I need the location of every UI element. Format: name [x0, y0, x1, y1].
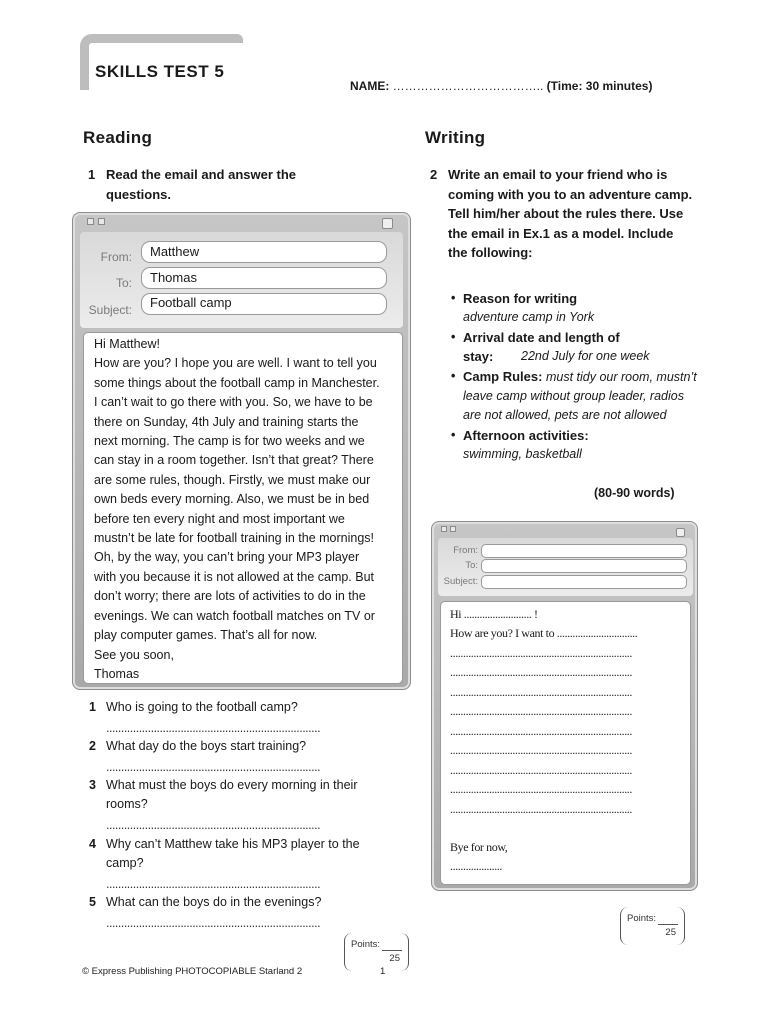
from-field[interactable]: [481, 544, 687, 558]
points-divider: [658, 924, 678, 925]
question-text: What must the boys do every morning in their rooms?: [106, 778, 358, 811]
bullet-heading: • Afternoon activities:: [463, 427, 589, 443]
bullet-heading: • Arrival date and length of stay:: [463, 329, 620, 365]
writing-closing[interactable]: Bye for now,: [450, 840, 508, 854]
subject-field[interactable]: Football camp: [141, 293, 387, 315]
email-body-text: Hi Matthew! How are you? I hope you are well. I want to tell you some things about the football camp in Manchester. I can’t wait to go there with you. So, we have to be there on Sunday, 4th July and training starts the next morning. The camp is for two weeks and we can stay in a room together. Isn’t that great? There are some rules, though. Firstly, we must make our own beds every morning. Also, we must be in bed before ten every night and most important we mustn’t be late for football training in the mornings! Oh, by the way, you can’t bring your MP3 player with you because it is not allowed at the camp. But don’t worry; there are lots of activities to do in the evenings. We can watch football matches on TV or play computer games. That’s all for now. See you soon, Thomas: [94, 337, 380, 681]
writing-task: [430, 165, 700, 285]
points-label: Points:: [627, 913, 657, 924]
name-line: [350, 79, 652, 93]
question-number: 1: [89, 700, 96, 714]
writing-line[interactable]: ......................................................................: [450, 665, 633, 679]
list-item: [451, 426, 696, 465]
bullet-text: [463, 367, 698, 426]
question-number: 4: [89, 837, 96, 851]
window-control-icon: [441, 526, 447, 532]
task-text: Write an email to your friend who is coming with you to an adventure camp. Tell him/her about the rules there. Use the email in Ex.1 as a model. Include the following:: [448, 167, 693, 260]
task-text: Read the email and answer the questions.: [106, 167, 297, 202]
subject-label: Subject:: [88, 303, 132, 317]
to-label: To:: [465, 560, 478, 571]
question-number: 2: [89, 739, 96, 753]
writing-line[interactable]: ......................................................................: [450, 646, 633, 660]
to-field[interactable]: [481, 559, 687, 573]
points-box-writing: [620, 907, 685, 945]
question-text: Why can’t Matthew take his MP3 player to the camp?: [106, 837, 360, 870]
writing-line[interactable]: How are you? I want to ...............................: [450, 626, 638, 640]
reading-heading: Reading: [83, 128, 153, 147]
writing-heading: Writing: [425, 128, 486, 147]
question-number: 5: [89, 895, 96, 909]
question-text: What day do the boys start training?: [106, 739, 307, 753]
question-text: Who is going to the football camp?: [106, 700, 298, 714]
to-field[interactable]: Thomas: [141, 267, 387, 289]
list-item: [451, 328, 696, 367]
requirements-list: [451, 289, 696, 465]
list-item: [451, 289, 696, 328]
answer-line[interactable]: ........................................................................: [106, 721, 321, 735]
window-control-icon: [450, 526, 456, 532]
subject-field[interactable]: [481, 575, 687, 589]
list-item: [451, 367, 696, 426]
writing-signature-line[interactable]: ....................: [450, 859, 503, 873]
writing-line[interactable]: ......................................................................: [450, 782, 633, 796]
time-limit: (Time: 30 minutes): [546, 79, 653, 93]
points-total: 25: [389, 953, 400, 964]
page-number: 1: [380, 966, 386, 977]
task-number: 1: [88, 167, 96, 182]
writing-line[interactable]: ......................................................................: [450, 724, 633, 738]
writing-line[interactable]: ......................................................................: [450, 743, 633, 757]
bullet-detail: 22nd July for one week: [521, 349, 650, 364]
bullet-detail: adventure camp in York: [463, 310, 595, 325]
word-count: (80-90 words): [594, 486, 675, 500]
from-label: From:: [100, 250, 132, 264]
answer-line[interactable]: ........................................................................: [106, 877, 321, 891]
question-number: 3: [89, 778, 96, 792]
points-label: Points:: [351, 939, 381, 950]
answer-line[interactable]: ........................................................................: [106, 916, 321, 930]
writing-line[interactable]: ......................................................................: [450, 685, 633, 699]
answer-line[interactable]: ........................................................................: [106, 818, 321, 832]
bullet-detail: swimming, basketball: [463, 447, 582, 462]
writing-line[interactable]: ......................................................................: [450, 763, 633, 777]
email-body-box: [83, 332, 403, 684]
maximize-icon[interactable]: [382, 218, 393, 229]
subject-label: Subject:: [443, 576, 478, 587]
writing-line[interactable]: Hi .......................... !: [450, 607, 538, 621]
window-control-icon: [98, 218, 105, 225]
email-window: [72, 212, 411, 690]
name-field[interactable]: ………………………………..: [389, 79, 547, 93]
points-divider: [382, 950, 402, 951]
bullet-heading: Camp Rules:: [463, 368, 543, 384]
question-text: What can the boys do in the evenings?: [106, 895, 322, 909]
reading-task: [88, 165, 358, 205]
writing-line[interactable]: ......................................................................: [450, 704, 633, 718]
page-title: SKILLS TEST 5: [95, 62, 225, 81]
copyright-footer: © Express Publishing PHOTOCOPIABLE Starland 2: [82, 966, 303, 977]
name-label: NAME:: [350, 79, 390, 93]
writing-line[interactable]: ......................................................................: [450, 802, 633, 816]
from-label: From:: [453, 545, 478, 556]
bullet-heading: • Reason for writing: [463, 291, 578, 306]
window-control-icon: [87, 218, 94, 225]
task-number: 2: [430, 167, 438, 182]
maximize-icon[interactable]: [676, 528, 685, 537]
points-box-reading: [344, 933, 409, 971]
points-total: 25: [665, 927, 676, 938]
from-field[interactable]: Matthew: [141, 241, 387, 263]
bullet-detail: must tidy our room, mustn’t leave camp without group leader, radios are not allowed, pets are not allowed: [463, 369, 697, 423]
to-label: To:: [115, 276, 132, 290]
answer-line[interactable]: ........................................................................: [106, 760, 321, 774]
